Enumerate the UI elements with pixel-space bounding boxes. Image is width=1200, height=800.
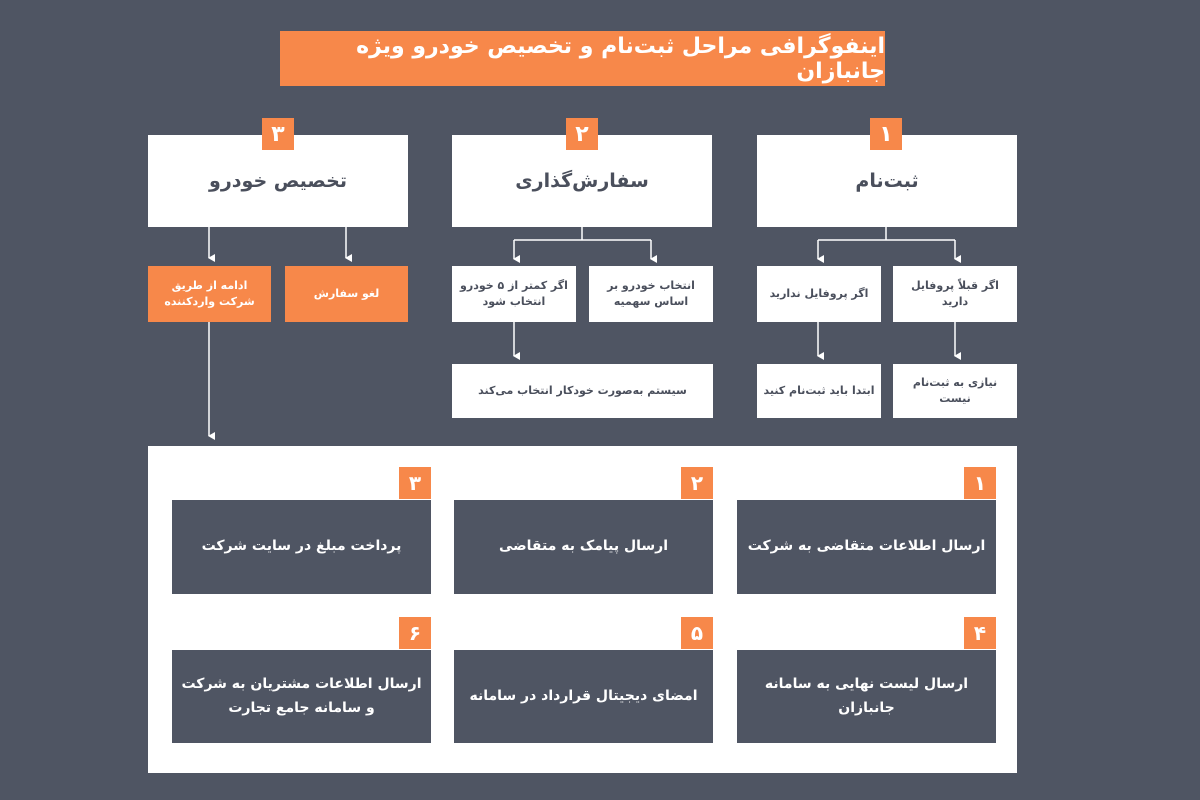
process-card-3: پرداخت مبلغ در سایت شرکت bbox=[172, 500, 431, 594]
process-badge-4: ۴ bbox=[964, 617, 996, 649]
process-card-5: امضای دیجیتال قرارداد در سامانه bbox=[454, 650, 713, 743]
step-badge-2: ۲ bbox=[566, 118, 598, 150]
process-badge-2: ۲ bbox=[681, 467, 713, 499]
process-card-1: ارسال اطلاعات متقاضی به شرکت bbox=[737, 500, 996, 594]
cancel-order-box: لغو سفارش bbox=[285, 266, 408, 322]
auto-select-box: سیستم به‌صورت خودکار انتخاب می‌کند bbox=[452, 364, 713, 418]
page-title: اینفوگرافی مراحل ثبت‌نام و تخصیص خودرو ویژه جانبازان bbox=[280, 31, 885, 86]
step-header-order: سفارش‌گذاری bbox=[452, 135, 712, 227]
process-card-6: ارسال اطلاعات مشتریان به شرکت و سامانه جامع تجارت bbox=[172, 650, 431, 743]
step-badge-3: ۳ bbox=[262, 118, 294, 150]
process-card-2: ارسال پیامک به متقاضی bbox=[454, 500, 713, 594]
process-card-4: ارسال لیست نهایی به سامانه جانبازان bbox=[737, 650, 996, 743]
must-register-box: ابتدا باید ثبت‌نام کنید bbox=[757, 364, 881, 418]
step-header-allocation: تخصیص خودرو bbox=[148, 135, 408, 227]
less-than-five-box: اگر کمتر از ۵ خودرو انتخاب شود bbox=[452, 266, 576, 322]
process-badge-1: ۱ bbox=[964, 467, 996, 499]
step-header-register: ثبت‌نام bbox=[757, 135, 1017, 227]
continue-via-importer-box: ادامه از طریق شرکت واردکننده bbox=[148, 266, 271, 322]
no-profile-box: اگر پروفایل ندارید bbox=[757, 266, 881, 322]
process-badge-5: ۵ bbox=[681, 617, 713, 649]
process-badge-3: ۳ bbox=[399, 467, 431, 499]
step-badge-1: ۱ bbox=[870, 118, 902, 150]
no-need-register-box: نیازی به ثبت‌نام نیست bbox=[893, 364, 1017, 418]
has-profile-box: اگر قبلاً پروفایل دارید bbox=[893, 266, 1017, 322]
select-by-quota-box: انتخاب خودرو بر اساس سهمیه bbox=[589, 266, 713, 322]
process-badge-6: ۶ bbox=[399, 617, 431, 649]
